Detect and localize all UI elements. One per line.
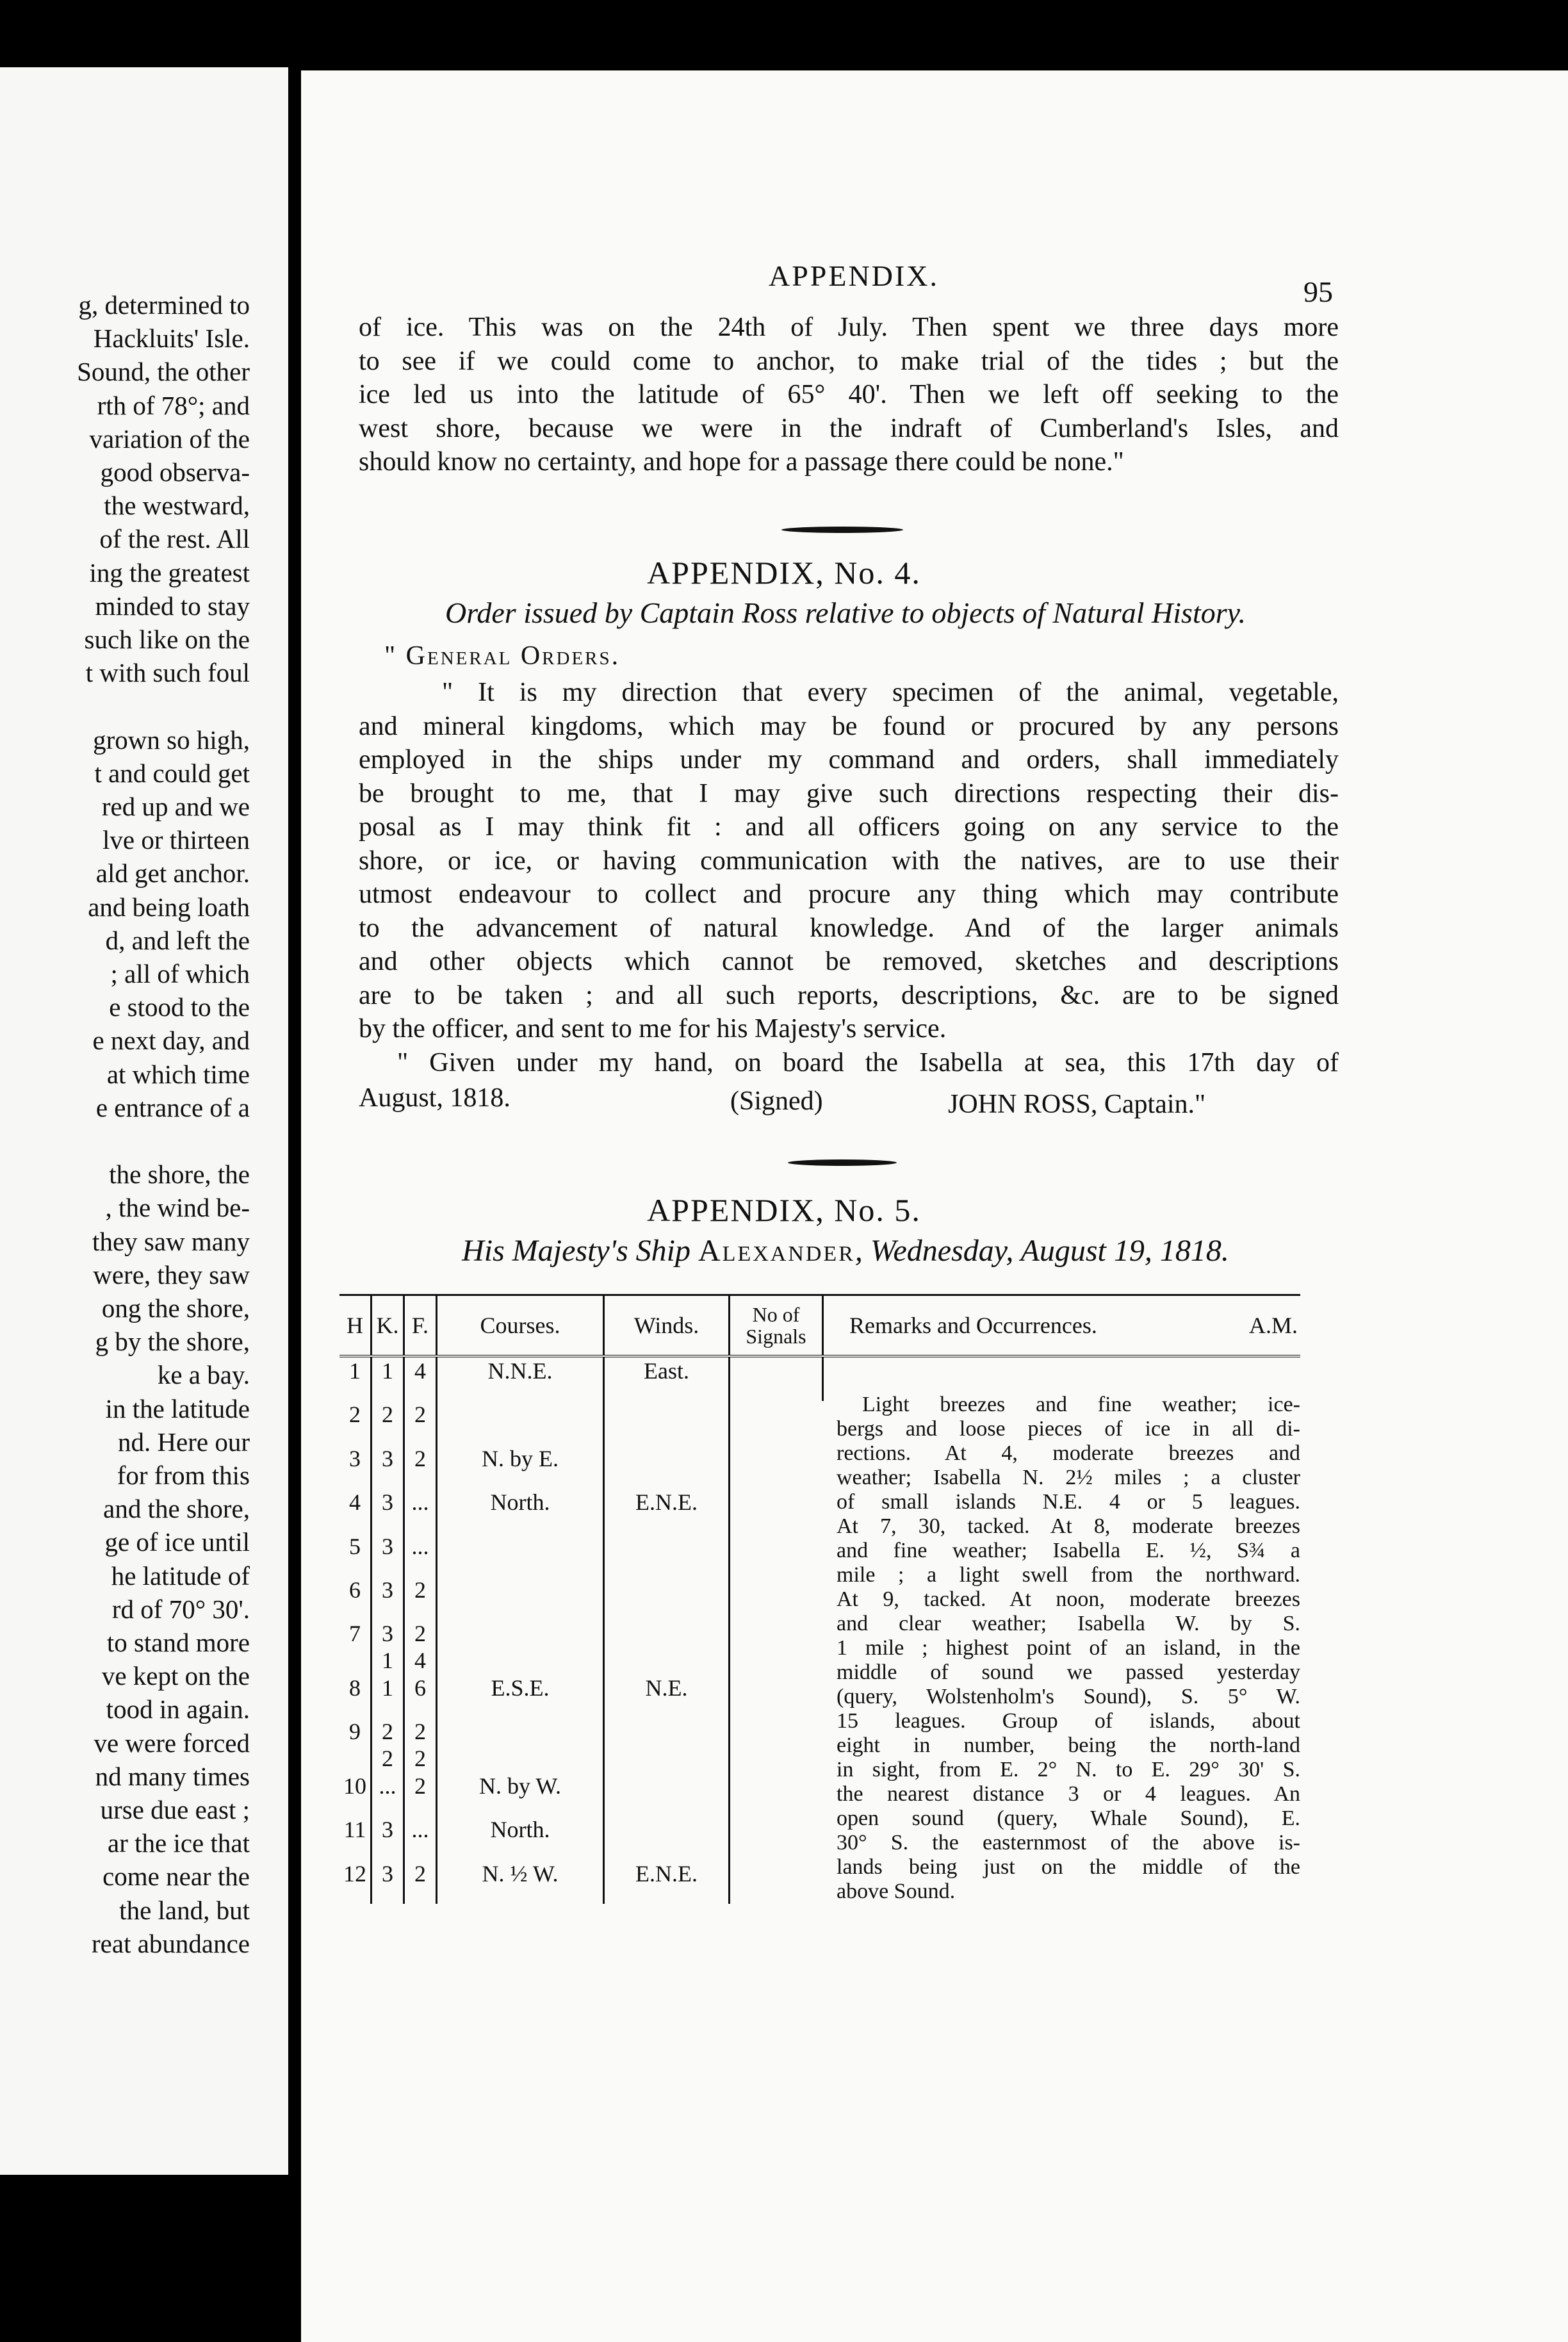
hour-cell: 2 [339,1401,372,1445]
knots-cell: 1 [372,1675,404,1718]
course-cell [437,1620,604,1674]
wind-cell [604,1445,730,1489]
remarks-line: At 9, tacked. At noon, moderate breezes [837,1587,1300,1611]
left-page-text-line: e entrance of a [95,1092,250,1122]
hour-cell: 1 [339,1356,372,1401]
col-header-knots: K. [372,1295,404,1357]
wind-cell: N.E. [604,1675,730,1718]
left-page-text-line: the land, but [119,1895,250,1925]
signals-cell [730,1620,823,1674]
course-cell [437,1718,604,1772]
text-line: shore, or ice, or having communication with the natives, are to use their [359,846,1339,876]
hour-cell: 6 [339,1576,372,1620]
left-page-text-line: ge of ice until [104,1527,250,1557]
left-page-text-line: come near the [102,1862,250,1892]
remarks-line: and fine weather; Isabella E. ½, S¾ a [837,1539,1300,1562]
remarks-line: 1 mile ; highest point of an island, in the [837,1636,1300,1660]
left-page-text-line: e next day, and [92,1026,250,1056]
remarks-line: Light breezes and fine weather; ice- [862,1393,1300,1416]
text-line: to see if we could come to anchor, to make trial of the tides ; but the [359,346,1339,376]
appendix5-heading: APPENDIX, No. 5. [647,1192,921,1228]
left-page-text-line: ke a bay. [157,1360,250,1390]
remarks-line: (query, Wolstenholm's Sound), S. 5° W. [837,1685,1300,1708]
left-page-text-line: to stand more [106,1628,250,1657]
subtitle-prefix: His Majesty's Ship [462,1234,699,1268]
remarks-line: 15 leagues. Group of islands, about [837,1709,1300,1733]
fathoms-cell: 4 [404,1356,437,1401]
knots-cell: ... [372,1773,404,1816]
knots-cell: 3 [372,1860,404,1904]
left-page-text-line: good observa- [100,457,250,487]
left-page-text-line: at which time [106,1059,250,1089]
fathoms-cell: 2 [404,1445,437,1489]
left-facing-page [0,67,288,2175]
left-page-text-line: rth of 78°; and [97,390,250,420]
wind-cell: East. [604,1356,730,1401]
text-line: and other objects which cannot be removed, sketches and descriptions [359,947,1339,976]
remarks-line: middle of sound we passed yesterday [837,1660,1300,1684]
order-date: August, 1818. [359,1083,510,1113]
left-page-text-line: minded to stay [95,591,250,621]
fathoms-cell: ... [404,1489,437,1532]
knots-cell: 3 1 [372,1620,404,1674]
left-page-text-line: urse due east ; [100,1795,250,1824]
wind-cell: E.N.E. [604,1860,730,1904]
text-line: utmost endeavour to collect and procure any thing which may contribute [359,880,1339,909]
fathoms-cell: 2 [404,1576,437,1620]
course-cell: N. ½ W. [437,1860,604,1904]
left-page-text-line: ve were forced [94,1728,250,1758]
appendix4-subtitle: Order issued by Captain Ross relative to objects of Natural History. [445,596,1246,629]
left-page-text-line: e stood to the [109,992,250,1022]
remarks-line: above Sound. [837,1879,956,1903]
remarks-line: open sound (query, Whale Sound), E. [837,1806,1300,1830]
left-page-text-line: ing the greatest [89,557,250,587]
remarks-line: lands being just on the middle of the [837,1855,1300,1879]
left-page-text-line: and being loath [88,892,250,922]
knots-cell: 2 2 [372,1718,404,1772]
fathoms-cell: ... [404,1533,437,1576]
signed-label: (Signed) [730,1086,823,1116]
remarks-line: of small islands N.E. 4 or 5 leagues. [837,1490,1300,1514]
signals-cell [730,1816,823,1860]
knots-cell: 1 [372,1356,404,1401]
signals-cell [730,1773,823,1816]
left-page-text-line: and the shore, [103,1494,250,1524]
col-header-winds: Winds. [604,1295,730,1357]
text-line: by the officer, and sent to me for his Majesty's service. [359,1014,947,1044]
hour-cell: 9 [339,1718,372,1772]
hour-cell: 10 [339,1773,372,1816]
appendix5-subtitle [359,1233,1332,1268]
ship-log-table [339,1294,1300,1904]
hour-cell: 11 [339,1816,372,1860]
am-header-label: A.M. [1248,1313,1298,1338]
left-page-text-line: Hackluits' Isle. [93,323,250,354]
fathoms-cell: 2 [404,1860,437,1904]
left-page-text-line: t and could get [94,758,250,788]
remarks-line: the nearest distance 3 or 4 leagues. An [837,1782,1300,1806]
hour-cell: 12 [339,1860,372,1904]
left-page-text-line: g, determined to [78,290,250,320]
left-page-text-line: Sound, the other [77,357,250,387]
left-page-text-line: grown so high, [93,725,250,755]
left-page-text-line: such like on the [84,625,250,654]
left-page-text-line: reat abundance [92,1928,250,1958]
left-page-text-line: were, they saw [93,1259,250,1290]
col-header-signals: No of Signals [730,1295,823,1357]
signals-cell [730,1576,823,1620]
knots-cell: 3 [372,1489,404,1532]
remarks-line: 30° S. the easternmost of the above is- [837,1831,1300,1855]
left-page-text-line: the shore, the [109,1159,250,1190]
opening-paragraph [359,311,1339,479]
col-header-courses: Courses. [437,1295,604,1357]
wind-cell [604,1576,730,1620]
signals-cell [730,1718,823,1772]
knots-cell: 2 [372,1401,404,1445]
text-line: of ice. This was on the 24th of July. Then spent we three days more [359,313,1339,342]
left-page-text-line: ald get anchor. [95,858,250,888]
text-line: be brought to me, that I may give such directions respecting their dis- [359,778,1339,808]
general-orders-label: " General Orders. [384,641,621,671]
wind-cell [604,1718,730,1772]
remarks-line: mile ; a light swell from the northward. [837,1563,1300,1587]
hour-cell: 7 [339,1620,372,1674]
left-page-text-line: of the rest. All [99,524,250,554]
left-page-text-line: ong the shore, [101,1293,250,1323]
signals-cell [730,1445,823,1489]
fathoms-cell: ... [404,1816,437,1860]
hour-cell: 5 [339,1533,372,1576]
wind-cell [604,1816,730,1860]
text-line: to the advancement of natural knowledge. And of the larger animals [359,913,1339,943]
wind-cell [604,1401,730,1445]
fathoms-cell: 2 [404,1401,437,1445]
col-header-fathoms: F. [404,1295,437,1357]
course-cell: N.N.E. [437,1356,604,1401]
section-divider [788,1159,897,1166]
remarks-line: weather; Isabella N. 2½ miles ; a cluster [837,1466,1300,1489]
course-cell: North. [437,1489,604,1532]
text-line: " Given under my hand, on board the Isabella at sea, this 17th day of [397,1047,1339,1077]
wind-cell [604,1620,730,1674]
remarks-line: At 7, 30, tacked. At 8, moderate breezes [837,1514,1300,1538]
course-cell: E.S.E. [437,1675,604,1718]
remarks-line: and clear weather; Isabella W. by S. [837,1612,1300,1635]
left-page-text-line: in the latitude [105,1393,250,1423]
subtitle-date: , Wednesday, August 19, 1818. [854,1234,1229,1268]
course-cell [437,1401,604,1445]
left-page-text-line: variation of the [89,423,250,454]
fathoms-cell: 2 2 [404,1718,437,1772]
hour-cell: 8 [339,1675,372,1718]
signals-cell [730,1533,823,1576]
text-line: are to be taken ; and all such reports, descriptions, &c. are to be signed [359,980,1339,1010]
remarks-line: bergs and loose pieces of ice in all di- [837,1417,1300,1441]
wind-cell [604,1773,730,1816]
left-page-text-line: for from this [117,1461,250,1490]
course-cell [437,1533,604,1576]
appendix4-heading: APPENDIX, No. 4. [647,555,921,591]
left-page-text-line: ar the ice that [108,1828,250,1858]
ship-name: Alexander [698,1234,855,1268]
remarks-line: eight in number, being the north-land [837,1733,1300,1757]
section-divider [781,527,903,533]
signals-cell [730,1860,823,1904]
remarks-line: in sight, from E. 2° N. to E. 29° 30' S. [837,1758,1300,1781]
remarks-header-label: Remarks and Occurrences. [849,1313,1097,1338]
table-row [339,1356,1300,1401]
table-header-row [339,1295,1300,1357]
left-page-text-line: rd of 70° 30'. [111,1594,250,1624]
left-page-text-line: g by the shore, [95,1327,250,1357]
left-page-text-line: nd many times [95,1761,250,1791]
left-page-text-line: he latitude of [111,1560,250,1591]
remarks-cell [823,1356,1301,1904]
text-line: west shore, because we were in the indraft of Cumberland's Isles, and [359,413,1339,443]
orders-body [359,676,1339,1079]
knots-cell: 3 [372,1445,404,1489]
left-page-text-line: ve kept on the [101,1661,250,1691]
running-head: APPENDIX. [769,259,939,292]
left-page-text-line: , the wind be- [105,1193,250,1223]
left-page-text-line: red up and we [101,792,250,821]
left-page-text-line: d, and left the [105,925,250,955]
knots-cell: 3 [372,1576,404,1620]
hour-cell: 4 [339,1489,372,1532]
text-line: posal as I may think fit : and all officers going on any service to the [359,812,1339,842]
text-line: and mineral kingdoms, which may be found or procured by any persons [359,711,1339,741]
text-line: ice led us into the latitude of 65° 40'. Then we left off seeking to the [359,380,1339,409]
text-line: " It is my direction that every specimen of the animal, vegetable, [442,678,1339,707]
fathoms-cell: 6 [404,1675,437,1718]
left-page-text-line: t with such foul [85,658,250,688]
course-cell: N. by E. [437,1445,604,1489]
signals-cell [730,1401,823,1445]
wind-cell: E.N.E. [604,1489,730,1532]
left-page-text-line: tood in again. [106,1694,250,1724]
course-cell: N. by W. [437,1773,604,1816]
left-page-text-line: lve or thirteen [102,825,250,855]
left-page-text-line: ; all of which [110,959,250,988]
course-cell [437,1576,604,1620]
fathoms-cell: 2 4 [404,1620,437,1674]
page-number: 95 [1303,275,1333,308]
table-body [339,1356,1300,1904]
signature: JOHN ROSS, Captain." [948,1090,1206,1119]
text-line: employed in the ships under my command and orders, shall immediately [359,745,1339,774]
col-header-hour: H [339,1295,372,1357]
course-cell: North. [437,1816,604,1860]
text-line: should know no certainty, and hope for a passage there could be none." [359,447,1124,477]
wind-cell [604,1533,730,1576]
hour-cell: 3 [339,1445,372,1489]
remarks-line: rections. At 4, moderate breezes and [837,1441,1300,1465]
left-page-text-line: nd. Here our [117,1427,250,1457]
left-page-text-line: the westward, [104,491,250,521]
knots-cell: 3 [372,1533,404,1576]
knots-cell: 3 [372,1816,404,1860]
signals-cell [730,1356,823,1401]
signals-cell [730,1675,823,1718]
col-header-remarks [823,1295,1301,1357]
fathoms-cell: 2 [404,1773,437,1816]
signals-cell [730,1489,823,1532]
left-page-text-line: they saw many [92,1226,250,1256]
